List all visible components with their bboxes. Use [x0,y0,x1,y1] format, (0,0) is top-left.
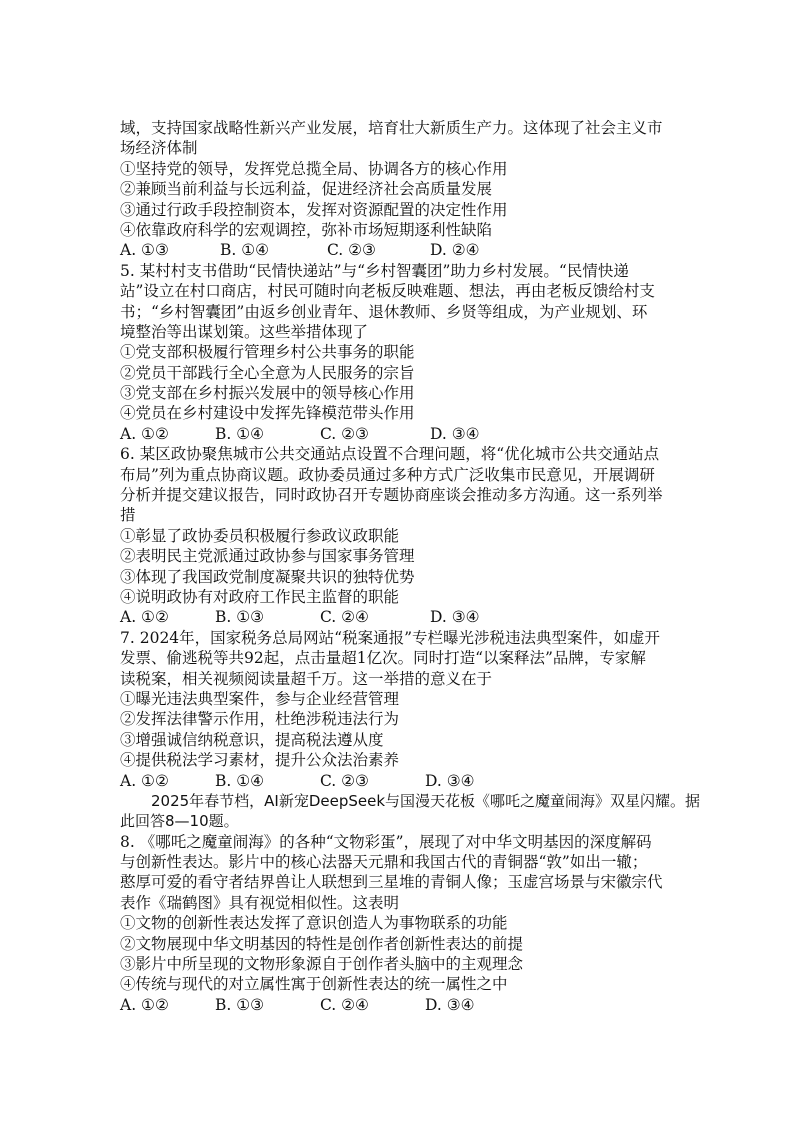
question-6-stem-line: 措 [120,506,136,525]
answer-choice-a: A. ①② [120,424,169,443]
preamble-line: 此回答8—10题。 [120,812,239,831]
question-5-stem-line: 境整治等出谋划策。这些举措体现了 [120,322,369,341]
question-8-stem-line: 表作《瑞鹤图》具有视觉相似性。这表明 [120,893,400,912]
question-7-option: ④提供税法学习素材，提升公众法治素养 [120,751,400,770]
answer-choice-a: A. ①③ [120,241,169,260]
answer-choice-d: D. ③④ [430,424,480,443]
answer-choice-a: A. ①② [120,608,169,627]
question-5 [120,261,680,445]
question-7-stem-line: 发票、偷逃税等共92起，点击量超1亿次。同时打造“以案释法”品牌，专家解 [120,649,646,668]
answer-choice-d: D. ③④ [425,995,475,1014]
question-6-option: ③体现了我国政党制度凝聚共识的独特优势 [120,567,415,586]
question-5-option: ④党员在乡村建设中发挥先锋模范带头作用 [120,404,415,423]
question-7-stem-line: 7. 2024年，国家税务总局网站“税案通报”专栏曝光涉税违法典型案件，如虚开 [120,628,661,647]
answer-choice-a: A. ①② [120,771,169,790]
answer-choice-c: C. ②③ [320,771,369,790]
answer-choice-d: D. ③④ [430,608,480,627]
question-5-option: ②党员干部践行全心全意为人民服务的宗旨 [120,363,415,382]
page-content [120,118,701,1015]
question-7-answers [120,771,680,791]
question-8-option: ③影片中所呈现的文物形象源自于创作者头脑中的主观理念 [120,955,524,974]
answer-choice-a: A. ①② [120,995,169,1014]
answer-choice-b: B. ①③ [215,608,265,627]
question-8-stem-line: 8. 《哪吒之魔童闹海》的各种“文物彩蛋”，展现了对中华文明基因的深度解码 [120,832,652,851]
question-5-stem-line: 5. 某村村支书借助“民情快递站”与“乡村智囊团”助力乡村发展。“民情快递 [120,261,629,280]
answer-choice-c: C. ②④ [320,608,369,627]
answer-choice-b: B. ①④ [215,424,265,443]
question-6-option: ②表明民主党派通过政协参与国家事务管理 [120,547,415,566]
answer-choice-c: C. ②③ [320,424,369,443]
question-8-answers [120,995,680,1015]
question-6-option: ①彰显了政协委员积极履行参政议政职能 [120,526,400,545]
question-5-option: ③党支部在乡村振兴发展中的领导核心作用 [120,384,415,403]
answer-choice-d: D. ③④ [425,771,475,790]
question-4-option: ④依靠政府科学的宏观调控，弥补市场短期逐利性缺陷 [120,220,493,239]
question-6-stem-line: 分析并提交建议报告，同时政协召开专题协商座谈会推动多方沟通。这一系列举 [120,486,663,505]
question-8 [120,832,680,1016]
question-4-option: ①坚持党的领导，发挥党总揽全局、协调各方的核心作用 [120,159,508,178]
question-4-stem-line: 场经济体制 [120,139,198,158]
question-8-option: ①文物的创新性表达发挥了意识创造人为事物联系的功能 [120,914,508,933]
question-7 [120,628,680,791]
question-4-answers [120,240,680,260]
answer-choice-d: D. ②④ [430,241,480,260]
question-4-option: ②兼顾当前利益与长远利益，促进经济社会高质量发展 [120,180,493,199]
question-4-tail [120,118,680,261]
question-6-stem-line: 布局”列为重点协商议题。政协委员通过多种方式广泛收集市民意见，开展调研 [120,465,655,484]
material-preamble [120,791,701,832]
question-8-stem-line: 憨厚可爱的看守者结界兽让人联想到三星堆的青铜人像；玉虚宫场景与宋徽宗代 [120,873,663,892]
question-4-stem-line: 域，支持国家战略性新兴产业发展，培育壮大新质生产力。这体现了社会主义市 [120,119,663,137]
question-6-option: ④说明政协有对政府工作民主监督的职能 [120,587,400,606]
answer-choice-c: C. ②③ [327,241,376,260]
preamble-line: 2025年春节档，AI新宠DeepSeek与国漫天花板《哪吒之魔童闹海》双星闪耀。据 [151,791,701,810]
question-5-stem-line: 站”设立在村口商店，村民可随时向老板反映难题、想法，再由老板反馈给村支 [120,282,655,301]
question-4-option: ③通过行政手段控制资本，发挥对资源配置的决定性作用 [120,200,508,219]
question-5-stem-line: 书；“乡村智囊团”由返乡创业青年、退休教师、乡贤等组成，为产业规划、环 [120,302,648,321]
question-8-option: ②文物展现中华文明基因的特性是创作者创新性表达的前提 [120,934,524,953]
question-7-option: ②发挥法律警示作用，杜绝涉税违法行为 [120,710,400,729]
question-7-option: ①曝光违法典型案件，参与企业经营管理 [120,689,400,708]
answer-choice-b: B. ①④ [220,241,270,260]
question-8-option: ④传统与现代的对立属性寓于创新性表达的统一属性之中 [120,975,508,994]
answer-choice-b: B. ①③ [215,995,265,1014]
question-6 [120,444,680,628]
question-7-option: ③增强诚信纳税意识，提高税法遵从度 [120,730,384,749]
question-6-answers [120,607,680,627]
question-6-stem-line: 6. 某区政协聚焦城市公共交通站点设置不合理问题，将“优化城市公共交通站点 [120,445,660,464]
question-5-answers [120,424,680,444]
question-5-option: ①党支部积极履行管理乡村公共事务的职能 [120,343,415,362]
answer-choice-c: C. ②④ [320,995,369,1014]
question-7-stem-line: 读税案，相关视频阅读量超千万。这一举措的意义在于 [120,669,493,688]
question-8-stem-line: 与创新性表达。影片中的核心法器天元鼎和我国古代的青铜器“敦”如出一辙； [120,853,648,872]
answer-choice-b: B. ①④ [215,771,265,790]
